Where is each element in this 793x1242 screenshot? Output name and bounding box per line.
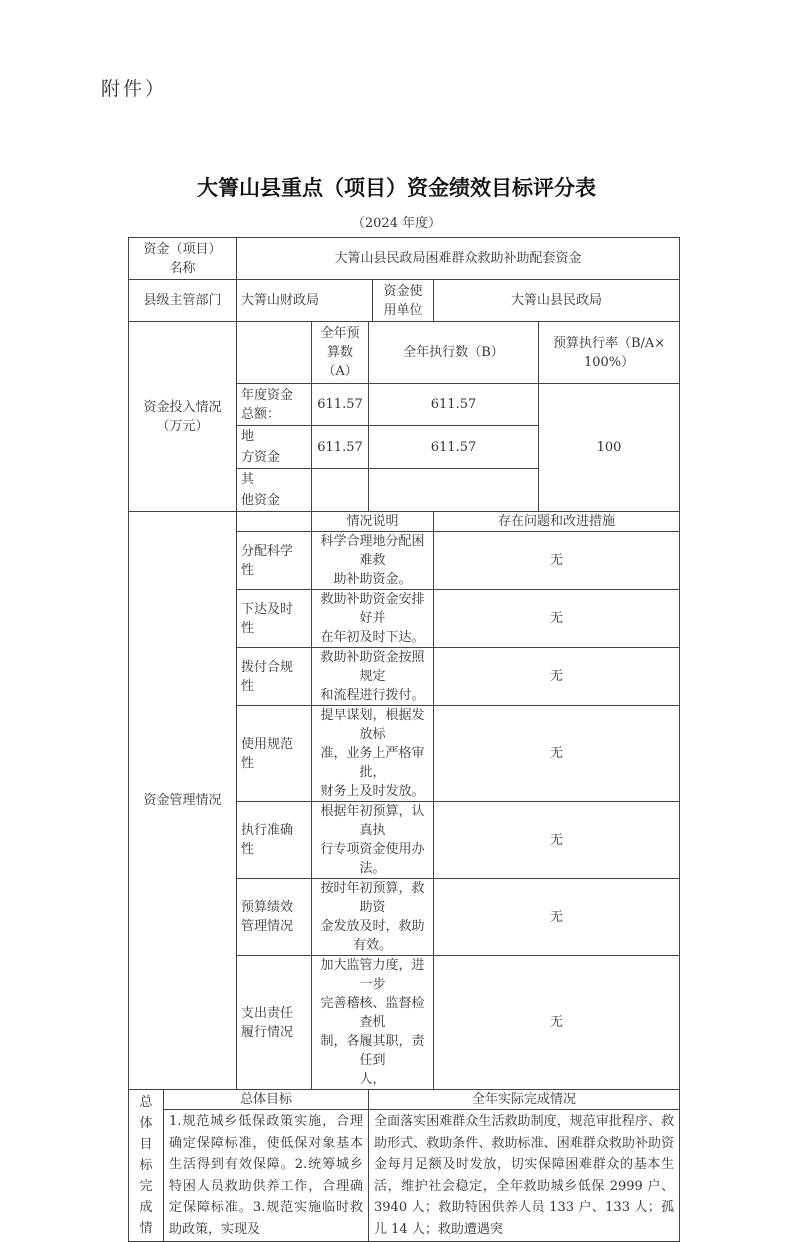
fund-row-label-text: 其 他资金 xyxy=(241,472,281,508)
user-unit-value: 大箐山县民政局 xyxy=(434,280,680,322)
mgmt-description: 按时年初预算，救助资 金发放及时，救助有效。 xyxy=(312,879,434,956)
fund-input-blank-header xyxy=(237,322,312,384)
mgmt-description: 加大监管力度，进一步 完善稽核、监督检查机 制，各履其职，责任到 人， xyxy=(312,956,434,1090)
dept-value: 大箐山财政局 xyxy=(237,280,373,322)
col-issues-header: 存在问题和改进措施 xyxy=(434,512,680,532)
fund-input-section-label: 资金投入情况 （万元） xyxy=(129,322,237,512)
col-rate-header: 预算执行率（B/A× 100%） xyxy=(539,322,680,384)
col-goal-header: 总体目标 xyxy=(164,1090,369,1110)
mgmt-issues: 无 xyxy=(434,706,680,802)
fund-mgmt-section-label: 资金管理情况 xyxy=(129,512,237,1090)
mgmt-item: 预算绩效 管理情况 xyxy=(237,879,312,956)
fund-input-header-row xyxy=(129,322,680,384)
fund-row-budget: 611.57 xyxy=(312,384,369,426)
project-name-row xyxy=(129,238,680,280)
document-year: （2024 年度） xyxy=(351,216,442,231)
fund-row-executed: 611.57 xyxy=(369,384,539,426)
mgmt-issues: 无 xyxy=(434,956,680,1090)
overall-goal-text: 1.规范城乡低保政策实施，合理确定保障标准，使低保对象基本生活得到有效保障。2.统筹城乡特困人员救助供养工作，合理确定保障标准。3.规范实施临时救助政策，实现及 xyxy=(164,1110,369,1242)
mgmt-item: 使用规范 性 xyxy=(237,706,312,802)
mgmt-description: 根据年初预算，认真执 行专项资金使用办法。 xyxy=(312,802,434,879)
user-unit-label: 资金使 用单位 xyxy=(373,280,434,322)
fund-row-label: 年度资金 总额： xyxy=(237,384,312,426)
fund-row-budget xyxy=(312,469,369,512)
dept-label: 县级主管部门 xyxy=(129,280,237,322)
fund-row-label xyxy=(237,426,312,469)
mgmt-issues: 无 xyxy=(434,532,680,590)
mgmt-issues: 无 xyxy=(434,590,680,648)
col-executed-header: 全年执行数（B） xyxy=(369,322,539,384)
mgmt-item: 分配科学 性 xyxy=(237,532,312,590)
mgmt-item: 支出责任 履行情况 xyxy=(237,956,312,1090)
attachment-label: 附件） xyxy=(101,78,168,100)
project-name-label: 资金（项目） 名称 xyxy=(129,238,237,280)
document-title: 大箐山县重点（项目）资金绩效目标评分表 xyxy=(197,176,596,200)
col-description-header: 情况说明 xyxy=(312,512,434,532)
execution-rate: 100 xyxy=(539,384,680,512)
mgmt-issues: 无 xyxy=(434,802,680,879)
overall-content-row xyxy=(129,1110,680,1242)
fund-row-label-text: 地 方资金 xyxy=(241,429,281,465)
col-budget-header: 全年预 算数 （A） xyxy=(312,322,369,384)
fund-mgmt-blank-header xyxy=(237,512,312,532)
fund-mgmt-header-row xyxy=(129,512,680,532)
mgmt-item: 拨付合规 性 xyxy=(237,648,312,706)
fund-row-executed xyxy=(369,469,539,512)
department-row xyxy=(129,280,680,322)
mgmt-issues: 无 xyxy=(434,648,680,706)
mgmt-item: 下达及时 性 xyxy=(237,590,312,648)
overall-header-row xyxy=(129,1090,680,1110)
mgmt-description: 提早谋划，根据发放标 准，业务上严格审批， 财务上及时发放。 xyxy=(312,706,434,802)
mgmt-description: 科学合理地分配困难救 助补助资金。 xyxy=(312,532,434,590)
col-actual-header: 全年实际完成情况 xyxy=(369,1090,680,1110)
performance-score-table xyxy=(128,237,680,1242)
fund-row-executed: 611.57 xyxy=(369,426,539,469)
mgmt-item: 执行准确 性 xyxy=(237,802,312,879)
fund-row-budget: 611.57 xyxy=(312,426,369,469)
overall-actual-text: 全面落实困难群众生活救助制度，规范审批程序、救助形式、救助条件、救助标准、困难群众救助补助资金每月足额及时发放，切实保障困难群众的基本生活，维护社会稳定，全年救助城乡低保 2999 户、3940 人；救助特困供养人员 133 户、133 人；孤儿 14 人；救助遭遇突 xyxy=(369,1110,680,1242)
mgmt-description: 救助补助资金按照规定 和流程进行拨付。 xyxy=(312,648,434,706)
mgmt-description: 救助补助资金安排好并 在年初及时下达。 xyxy=(312,590,434,648)
project-name-value: 大箐山县民政局困难群众救助补助配套资金 xyxy=(237,238,680,280)
overall-section-label: 总 体 目 标 完 成 情 xyxy=(129,1090,164,1242)
fund-row-label xyxy=(237,469,312,512)
mgmt-issues: 无 xyxy=(434,879,680,956)
